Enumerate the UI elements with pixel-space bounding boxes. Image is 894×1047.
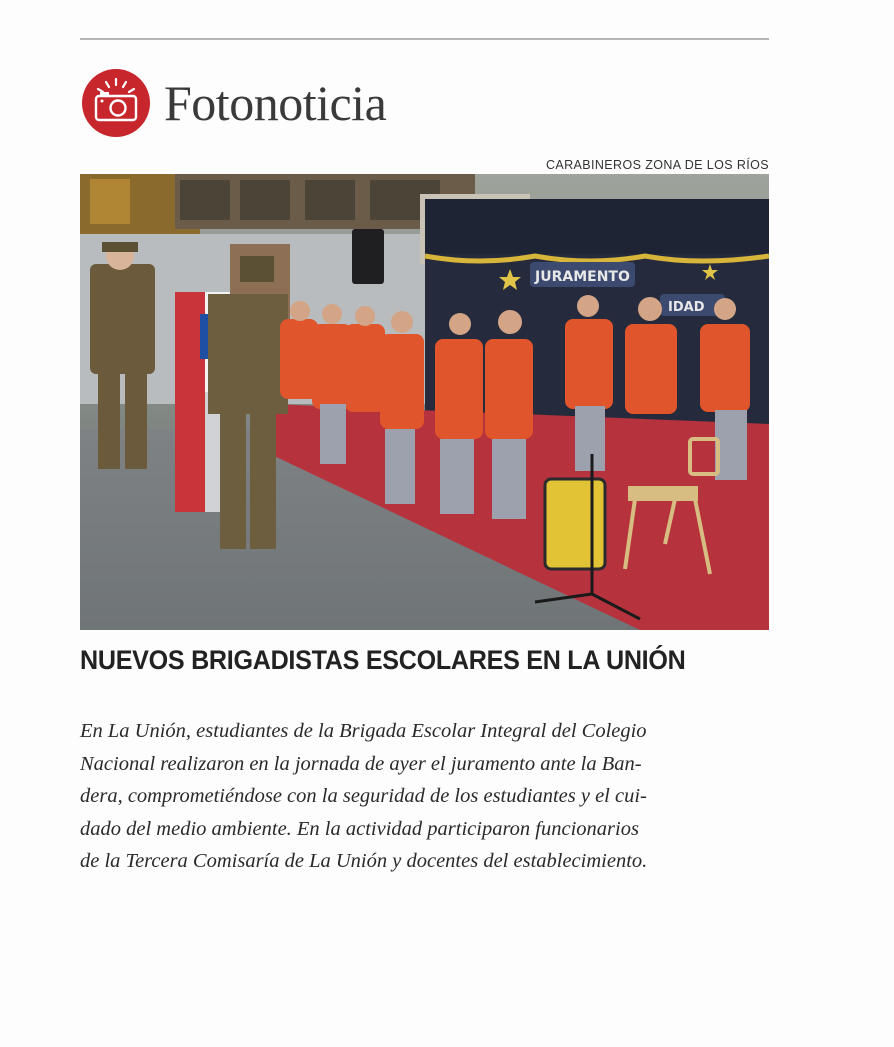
banner-text: JURAMENTO — [535, 269, 630, 285]
camera-icon — [82, 69, 150, 137]
section-header — [82, 68, 386, 138]
news-photo — [80, 174, 769, 630]
photo-credit: CARABINEROS ZONA DE LOS RÍOS — [545, 158, 769, 172]
body-line: dado del medio ambiente. En la actividad participaron funcionarios — [80, 817, 639, 840]
article-body — [80, 715, 770, 878]
top-divider — [80, 38, 769, 40]
headline: NUEVOS BRIGADISTAS ESCOLARES EN LA UNIÓN — [80, 645, 686, 675]
body-line: Nacional realizaron en la jornada de ayer el juramento ante la Ban- — [80, 752, 642, 775]
body-line: de la Tercera Comisaría de La Unión y docentes del establecimiento. — [80, 850, 648, 872]
body-line: dera, comprometiéndose con la seguridad de los estudiantes y el cui- — [80, 785, 647, 807]
svg-text:IDAD: IDAD — [668, 300, 705, 315]
section-title: Fotonoticia — [164, 75, 387, 131]
body-line: En La Unión, estudiantes de la Brigada Escolar Integral del Colegio — [80, 720, 647, 742]
